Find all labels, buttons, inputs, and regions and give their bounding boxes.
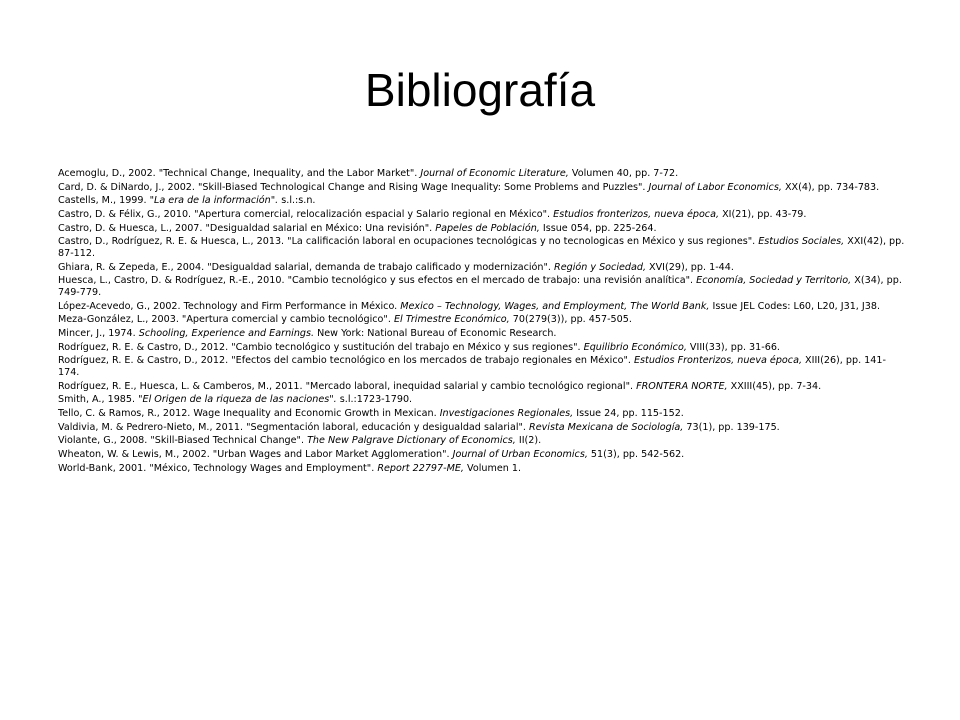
reference-details: VIII(33), pp. 31-66. — [686, 341, 780, 353]
reference-source: Economía, Sociedad y Territorio, — [696, 275, 852, 287]
reference-item — [58, 223, 906, 235]
reference-item — [58, 275, 906, 298]
reference-item — [58, 381, 906, 393]
reference-details: XX(4), pp. 734-783. — [781, 181, 880, 193]
reference-details: Volumen 1. — [463, 462, 521, 474]
reference-text: Meza-González, L., 2003. "Apertura comercial y cambio tecnológico". — [58, 314, 394, 326]
reference-item — [58, 408, 906, 420]
reference-details: XXIII(45), pp. 7-34. — [727, 380, 822, 392]
reference-details: XIII(26), pp. 141-174. — [58, 355, 886, 379]
reference-details: 70(279(3)), pp. 457-505. — [509, 314, 632, 326]
reference-source: "El Origen de la riqueza de las naciones". — [138, 394, 337, 406]
reference-text: Castro, D., Rodríguez, R. E. & Huesca, L., 2013. "La calificación laboral en ocupaciones tecnológicas y no tecnologicas en México y sus regiones". — [58, 236, 759, 248]
reference-source: Journal of Labor Economics, — [648, 181, 782, 193]
reference-text: Rodríguez, R. E. & Castro, D., 2012. "Efectos del cambio tecnológico en los mercados de trabajo regionales en México". — [58, 355, 634, 367]
reference-item — [58, 168, 906, 180]
reference-source: Revista Mexicana de Sociología, — [529, 421, 684, 433]
reference-item — [58, 435, 906, 447]
reference-details: s.l.:1723-1790. — [336, 394, 413, 406]
reference-item — [58, 195, 906, 207]
reference-details: New York: National Bureau of Economic Research. — [314, 328, 557, 340]
reference-source: The New Palgrave Dictionary of Economics, — [307, 435, 516, 447]
reference-text: Smith, A., 1985. — [58, 394, 139, 406]
reference-source: FRONTERA NORTE, — [636, 380, 728, 392]
reference-source: Estudios Sociales, — [758, 236, 845, 248]
reference-text: Castells, M., 1999. — [58, 195, 150, 207]
reference-source: Journal of Urban Economics, — [452, 449, 588, 461]
reference-details: Issue JEL Codes: L60, L20, J31, J38. — [709, 300, 880, 312]
reference-item — [58, 262, 906, 274]
reference-details: XI(21), pp. 43-79. — [719, 209, 807, 221]
reference-item — [58, 314, 906, 326]
reference-item — [58, 463, 906, 475]
reference-text: Rodríguez, R. E., Huesca, L. & Camberos, M., 2011. "Mercado laboral, inequidad salarial y cambio tecnológico regional". — [58, 380, 637, 392]
reference-source: Report 22797-ME, — [377, 462, 464, 474]
reference-details: 51(3), pp. 542-562. — [587, 449, 685, 461]
reference-text: Tello, C. & Ramos, R., 2012. Wage Inequality and Economic Growth in Mexican. — [58, 408, 440, 420]
reference-item — [58, 301, 906, 313]
reference-details: 73(1), pp. 139-175. — [683, 421, 780, 433]
reference-item — [58, 355, 906, 378]
reference-source: Investigaciones Regionales, — [439, 408, 574, 420]
reference-source: Journal of Economic Literature, — [420, 168, 569, 179]
reference-source: Papeles de Población, — [435, 222, 540, 234]
reference-source: Mexico – Technology, Wages, and Employment, The World Bank, — [400, 300, 710, 312]
reference-text: Huesca, L., Castro, D. & Rodríguez, R.-E., 2010. "Cambio tecnológico y sus efectos en el mercado de trabajo: una revisión analítica". — [58, 275, 697, 287]
slide-title: Bibliografía — [364, 64, 596, 116]
reference-text: Card, D. & DiNardo, J., 2002. "Skill-Biased Technological Change and Rising Wage Inequality: Some Problems and Puzzles". — [58, 181, 649, 193]
reference-source: El Trimestre Económico, — [393, 314, 510, 326]
reference-details: II(2). — [515, 435, 542, 447]
reference-details: XXI(42), pp. 87-112. — [58, 236, 905, 260]
reference-text: Violante, G., 2008. "Skill-Biased Technical Change". — [58, 435, 308, 447]
reference-details: X(34), pp. 749-779. — [58, 275, 902, 298]
reference-item — [58, 209, 906, 221]
reference-text: Acemoglu, D., 2002. "Technical Change, Inequality, and the Labor Market". — [58, 168, 421, 179]
reference-source: Estudios Fronterizos, nueva época, — [634, 355, 802, 367]
reference-item — [58, 328, 906, 340]
reference-details: Issue 054, pp. 225-264. — [539, 222, 657, 234]
reference-text: Wheaton, W. & Lewis, M., 2002. "Urban Wages and Labor Market Agglomeration". — [58, 449, 453, 461]
reference-text: López-Acevedo, G., 2002. Technology and Firm Performance in México. — [58, 300, 401, 312]
reference-item — [58, 449, 906, 461]
reference-text: Castro, D. & Huesca, L., 2007. "Desigualdad salarial en México: Una revisión". — [58, 222, 436, 234]
reference-text: Mincer, J., 1974. — [58, 328, 139, 340]
reference-text: Rodríguez, R. E. & Castro, D., 2012. "Cambio tecnológico y sustitución del trabajo en México y sus regiones". — [58, 341, 584, 353]
reference-item — [58, 422, 906, 434]
reference-source: Estudios fronterizos, nueva época, — [553, 209, 720, 221]
reference-source: Schooling, Experience and Earnings. — [138, 328, 315, 340]
reference-item — [58, 236, 906, 259]
bibliography-list — [58, 168, 906, 477]
reference-text: World-Bank, 2001. "México, Technology Wages and Employment". — [58, 462, 378, 474]
reference-text: Valdivia, M. & Pedrero-Nieto, M., 2011. "Segmentación laboral, educación y desigualdad salarial". — [58, 421, 530, 433]
reference-details: Volumen 40, pp. 7-72. — [568, 168, 679, 179]
reference-item — [58, 342, 906, 354]
reference-source: Región y Sociedad, — [554, 261, 646, 273]
reference-text: Ghiara, R. & Zepeda, E., 2004. "Desigualdad salarial, demanda de trabajo calificado y modernización". — [58, 261, 555, 273]
reference-source: Equilibrio Económico, — [583, 341, 687, 353]
reference-text: Castro, D. & Félix, G., 2010. "Apertura comercial, relocalización espacial y Salario regional en México". — [58, 209, 554, 221]
reference-source: "La era de la información". — [149, 195, 279, 207]
reference-item — [58, 394, 906, 406]
reference-item — [58, 182, 906, 194]
reference-details: XVI(29), pp. 1-44. — [646, 261, 734, 273]
reference-details: s.l.:s.n. — [278, 195, 316, 207]
reference-details: Issue 24, pp. 115-152. — [573, 408, 684, 420]
